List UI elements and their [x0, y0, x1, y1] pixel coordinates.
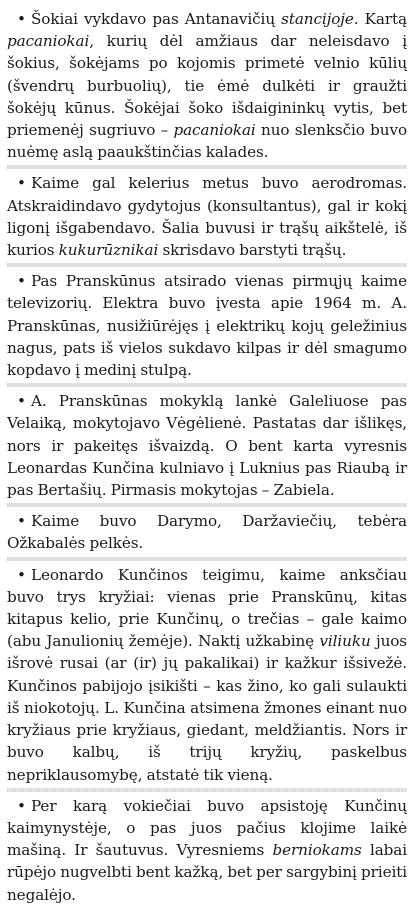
bullet-marker: • — [17, 392, 26, 411]
paragraph: • Kaime gal kelerius metus buvo aerodromas. Atskraidindavo gydytojus (konsultantus), gal ir kokį ligonį išgabendavo. Šalia buvusi ir trąšų aikštelė, iš kurios kukurūznikai skrisdavo barstyti trąšų. — [7, 174, 407, 260]
italic-term: pacaniokai — [173, 121, 256, 140]
paragraph: • Šokiai vykdavo pas Antanavičių stancijoje. Kartą pacaniokai, kurių dėl amžiaus dar neleisdavo į šokius, šokėjams po kojomis primetė velnio kūlių (švendrų burbuolių), tie ėmė dulkėti ir graužti šokėjų kūnus. Šokėjai šoko išdaigininkų vytis, bet priemenėj sugriuvo – pacaniokai nuo slenksčio buvo nuėmę aslą paaukštinčias kalades. — [7, 10, 407, 162]
paragraph: • A. Pranskūnas mokyklą lankė Galeliuose pas Velaiką, mokytojavo Vėgėlienė. Pastatas dar išlikęs, nors ir pakeitęs išvaizdą. O bent karta vyresnis Leonardas Kunčina kulniavo į Luknius pas Riaubą ir pas Bertašių. Pirmasis mokytojas – Zabiela. — [7, 392, 407, 500]
bullet-marker: • — [17, 512, 26, 531]
bullet-marker: • — [17, 796, 26, 815]
italic-term: stancijoje — [281, 10, 354, 28]
divider — [7, 503, 407, 507]
italic-term: berniokams — [272, 841, 362, 860]
italic-term: pacaniokai — [7, 32, 90, 51]
paragraph: • Per karą vokiečiai buvo apsistoję Kunčinų kaimynystėje, o pas juos pačius klojime laikė mašiną. Ir šautuvus. Vyresniems berniokams labai rūpėjo nugvelbti bent kažką, bet per sargybinį prieiti negalėjo. — [7, 796, 408, 904]
italic-term: kukurūznikai — [58, 241, 159, 260]
paragraph: • Pas Pranskūnus atsirado vienas pirmųjų kaime televizorių. Elektra buvo įvesta apie 1964 m. A. Pranskūnas, nusižiūrėjęs į elektrikų kojų geležinius nagus, pats iš vielos sukdavo kilpas ir dėl smagumo kopdavo į medinį stulpą. — [7, 272, 407, 380]
divider — [7, 165, 407, 169]
bullet-marker: • — [17, 565, 26, 584]
bullet-marker: • — [17, 272, 26, 291]
divider — [7, 263, 407, 267]
divider — [7, 788, 407, 792]
italic-term: viliuku — [319, 632, 371, 651]
divider — [7, 557, 407, 561]
divider — [7, 383, 407, 387]
bullet-marker: • — [17, 174, 26, 193]
bullet-marker: • — [17, 10, 26, 28]
paragraph: • Kaime buvo Darymo, Daržaviečių, tebėra Ožkabalės pelkės. — [7, 512, 407, 553]
paragraph: • Leonardo Kunčinos teigimu, kaime anksčiau buvo trys kryžiai: vienas prie Pranskūnų, kitas kitapus kelio, prie Kunčinų, o trečias – gale kaimo (abu Janulionių žemėje). Naktį užkabinę viliuku juos išrovė rusai (ar (ir) jų pakalikai) ir kažkur išsivežė. Kunčinos pabijojo įsikišti – kas žino, ko gali sulaukti iš niokotojų. L. Kunčina atsimena žmones einant nuo kryžiaus prie kryžiaus, giedant, meldžiantis. Nors ir buvo kalbų, iš trijų kryžių, paskelbus nepriklausomybę, atstatė tik vieną. — [7, 565, 407, 784]
